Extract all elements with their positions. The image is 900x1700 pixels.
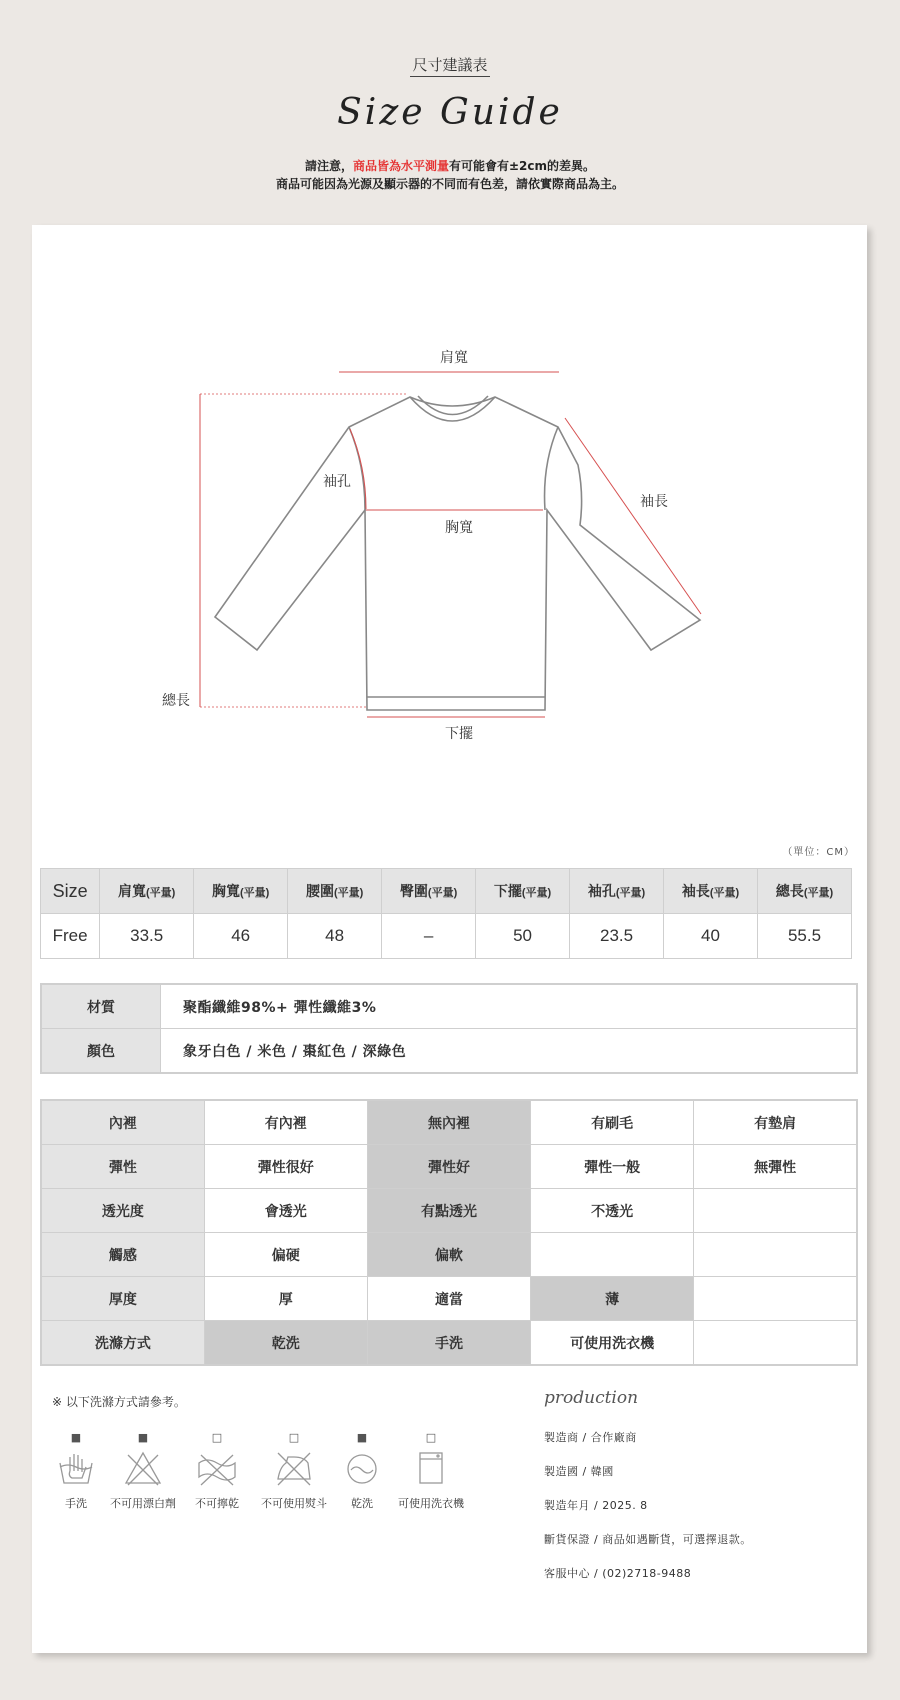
attribute-option-selected: 手洗: [367, 1321, 530, 1366]
production-line: 製造年月 / 2025. 8: [544, 1499, 648, 1512]
column-header: 胸寬(平量): [194, 869, 288, 914]
attribute-label: 彈性: [41, 1145, 204, 1189]
attribute-option-selected: 乾洗: [204, 1321, 367, 1366]
column-header: 肩寬(平量): [100, 869, 194, 914]
production-line: 製造商 / 合作廠商: [544, 1431, 637, 1444]
sleeve-measure-line: [565, 418, 701, 614]
attribute-row: [41, 1189, 857, 1233]
attribute-option: 彈性一般: [531, 1145, 694, 1189]
wash-item: [322, 1431, 402, 1511]
attribute-option: [694, 1277, 857, 1321]
wash-label: 不可擰乾: [195, 1497, 239, 1510]
washing-note: ※ 以下洗滌方式請參考。: [52, 1395, 186, 1409]
production-line: 斷貨保證 / 商品如遇斷貨，可選擇退款。: [544, 1533, 752, 1546]
column-header: 袖孔(平量): [570, 869, 664, 914]
color-row: [41, 1029, 857, 1074]
attribute-option: 彈性很好: [204, 1145, 367, 1189]
wash-item: [177, 1431, 257, 1511]
attribute-option: 偏硬: [204, 1233, 367, 1277]
notice-highlight: 商品皆為水平測量: [352, 159, 449, 173]
unit-note: （單位：CM）: [782, 847, 855, 858]
wash-mark: ■: [70, 1431, 82, 1444]
wash-mark: □: [211, 1431, 223, 1444]
value-cell: 55.5: [757, 914, 851, 959]
production-line: 製造國 / 韓國: [544, 1465, 614, 1478]
attribute-table: [40, 1099, 858, 1366]
attribute-option-selected: 薄: [531, 1277, 694, 1321]
material-table: [40, 983, 858, 1074]
attribute-row: [41, 1233, 857, 1277]
label-shoulder: 肩寬: [440, 350, 468, 366]
wash-mark: ■: [137, 1431, 149, 1444]
label-chest: 胸寬: [445, 520, 473, 536]
attribute-option: 適當: [367, 1277, 530, 1321]
value-cell: 46: [194, 914, 288, 959]
size-cell: Free: [41, 914, 100, 959]
wash-label: 乾洗: [351, 1497, 373, 1510]
column-header: 總長(平量): [757, 869, 851, 914]
value-cell: 48: [288, 914, 382, 959]
material-row: [41, 984, 857, 1029]
attribute-option-selected: 偏軟: [367, 1233, 530, 1277]
measurement-notice: 請注意，商品皆為水平測量有可能會有±2cm的差異。 商品可能因為光源及顯示器的不同而有色差，請依實際商品為主。: [275, 159, 624, 191]
attribute-row: [41, 1277, 857, 1321]
attribute-option: 有刷毛: [531, 1100, 694, 1145]
color-value: 象牙白色 / 米色 / 棗紅色 / 深綠色: [161, 1029, 858, 1074]
attribute-row: [41, 1145, 857, 1189]
column-header: 袖長(平量): [664, 869, 758, 914]
production-line: 客服中心 / (02)2718-9488: [544, 1567, 692, 1580]
size-guide-card: [32, 225, 867, 1653]
attribute-option: 無彈性: [694, 1145, 857, 1189]
wash-item: [103, 1431, 183, 1511]
hand-wash-icon: [56, 1449, 96, 1487]
value-cell: –: [382, 914, 476, 959]
label-hem: 下擺: [445, 726, 473, 742]
wash-label: 可使用洗衣機: [398, 1497, 464, 1510]
wash-mark: □: [288, 1431, 300, 1444]
value-cell: 50: [476, 914, 570, 959]
attribute-label: 內裡: [41, 1100, 204, 1145]
attribute-label: 觸感: [41, 1233, 204, 1277]
attribute-option-selected: 彈性好: [367, 1145, 530, 1189]
attribute-label: 洗滌方式: [41, 1321, 204, 1366]
no-wring-icon: [197, 1449, 237, 1487]
attribute-option: 有內裡: [204, 1100, 367, 1145]
color-label: 顏色: [41, 1029, 161, 1074]
attribute-label: 厚度: [41, 1277, 204, 1321]
wash-label: 不可用漂白劑: [110, 1497, 176, 1510]
attribute-option: 可使用洗衣機: [531, 1321, 694, 1366]
material-label: 材質: [41, 984, 161, 1029]
material-value: 聚酯纖維98%+ 彈性纖維3%: [161, 984, 858, 1029]
armhole-measure-line: [350, 429, 366, 509]
right-armhole-seam: [545, 427, 558, 510]
label-sleeve: 袖長: [640, 494, 668, 510]
washing-machine-icon: [411, 1449, 451, 1487]
attribute-option: 有墊肩: [694, 1100, 857, 1145]
attribute-row: [41, 1100, 857, 1145]
no-iron-icon: [274, 1449, 314, 1487]
label-length: 總長: [162, 693, 190, 709]
size-column-header: Size: [41, 869, 100, 914]
attribute-option-selected: 有點透光: [367, 1189, 530, 1233]
attribute-row: [41, 1321, 857, 1366]
garment-diagram: [32, 225, 867, 785]
attribute-label: 透光度: [41, 1189, 204, 1233]
column-header: 臀圍(平量): [382, 869, 476, 914]
attribute-option-selected: 無內裡: [367, 1100, 530, 1145]
wash-label: 手洗: [65, 1497, 87, 1510]
attribute-option: [694, 1189, 857, 1233]
wash-mark: ■: [356, 1431, 368, 1444]
column-header: 下擺(平量): [476, 869, 570, 914]
size-chart-kicker: 尺寸建議表: [0, 54, 900, 75]
wash-mark: □: [425, 1431, 437, 1444]
size-table: [40, 868, 852, 959]
production-title: production: [544, 1388, 639, 1408]
value-cell: 40: [664, 914, 758, 959]
table-row: [41, 914, 852, 959]
no-bleach-icon: [123, 1449, 163, 1487]
label-armhole: 袖孔: [323, 474, 351, 490]
attribute-option: [694, 1321, 857, 1366]
attribute-option: 不透光: [531, 1189, 694, 1233]
column-header: 腰圍(平量): [288, 869, 382, 914]
page-title: Size Guide: [337, 92, 563, 133]
value-cell: 33.5: [100, 914, 194, 959]
sweater-outline: [215, 397, 700, 710]
attribute-option: 會透光: [204, 1189, 367, 1233]
size-table-header: [41, 869, 852, 914]
attribute-option: [531, 1233, 694, 1277]
dry-clean-icon: [342, 1449, 382, 1487]
value-cell: 23.5: [570, 914, 664, 959]
wash-item: [391, 1431, 471, 1511]
page-header: [0, 0, 900, 225]
attribute-option: [694, 1233, 857, 1277]
attribute-option: 厚: [204, 1277, 367, 1321]
wash-label: 不可使用熨斗: [261, 1497, 327, 1510]
